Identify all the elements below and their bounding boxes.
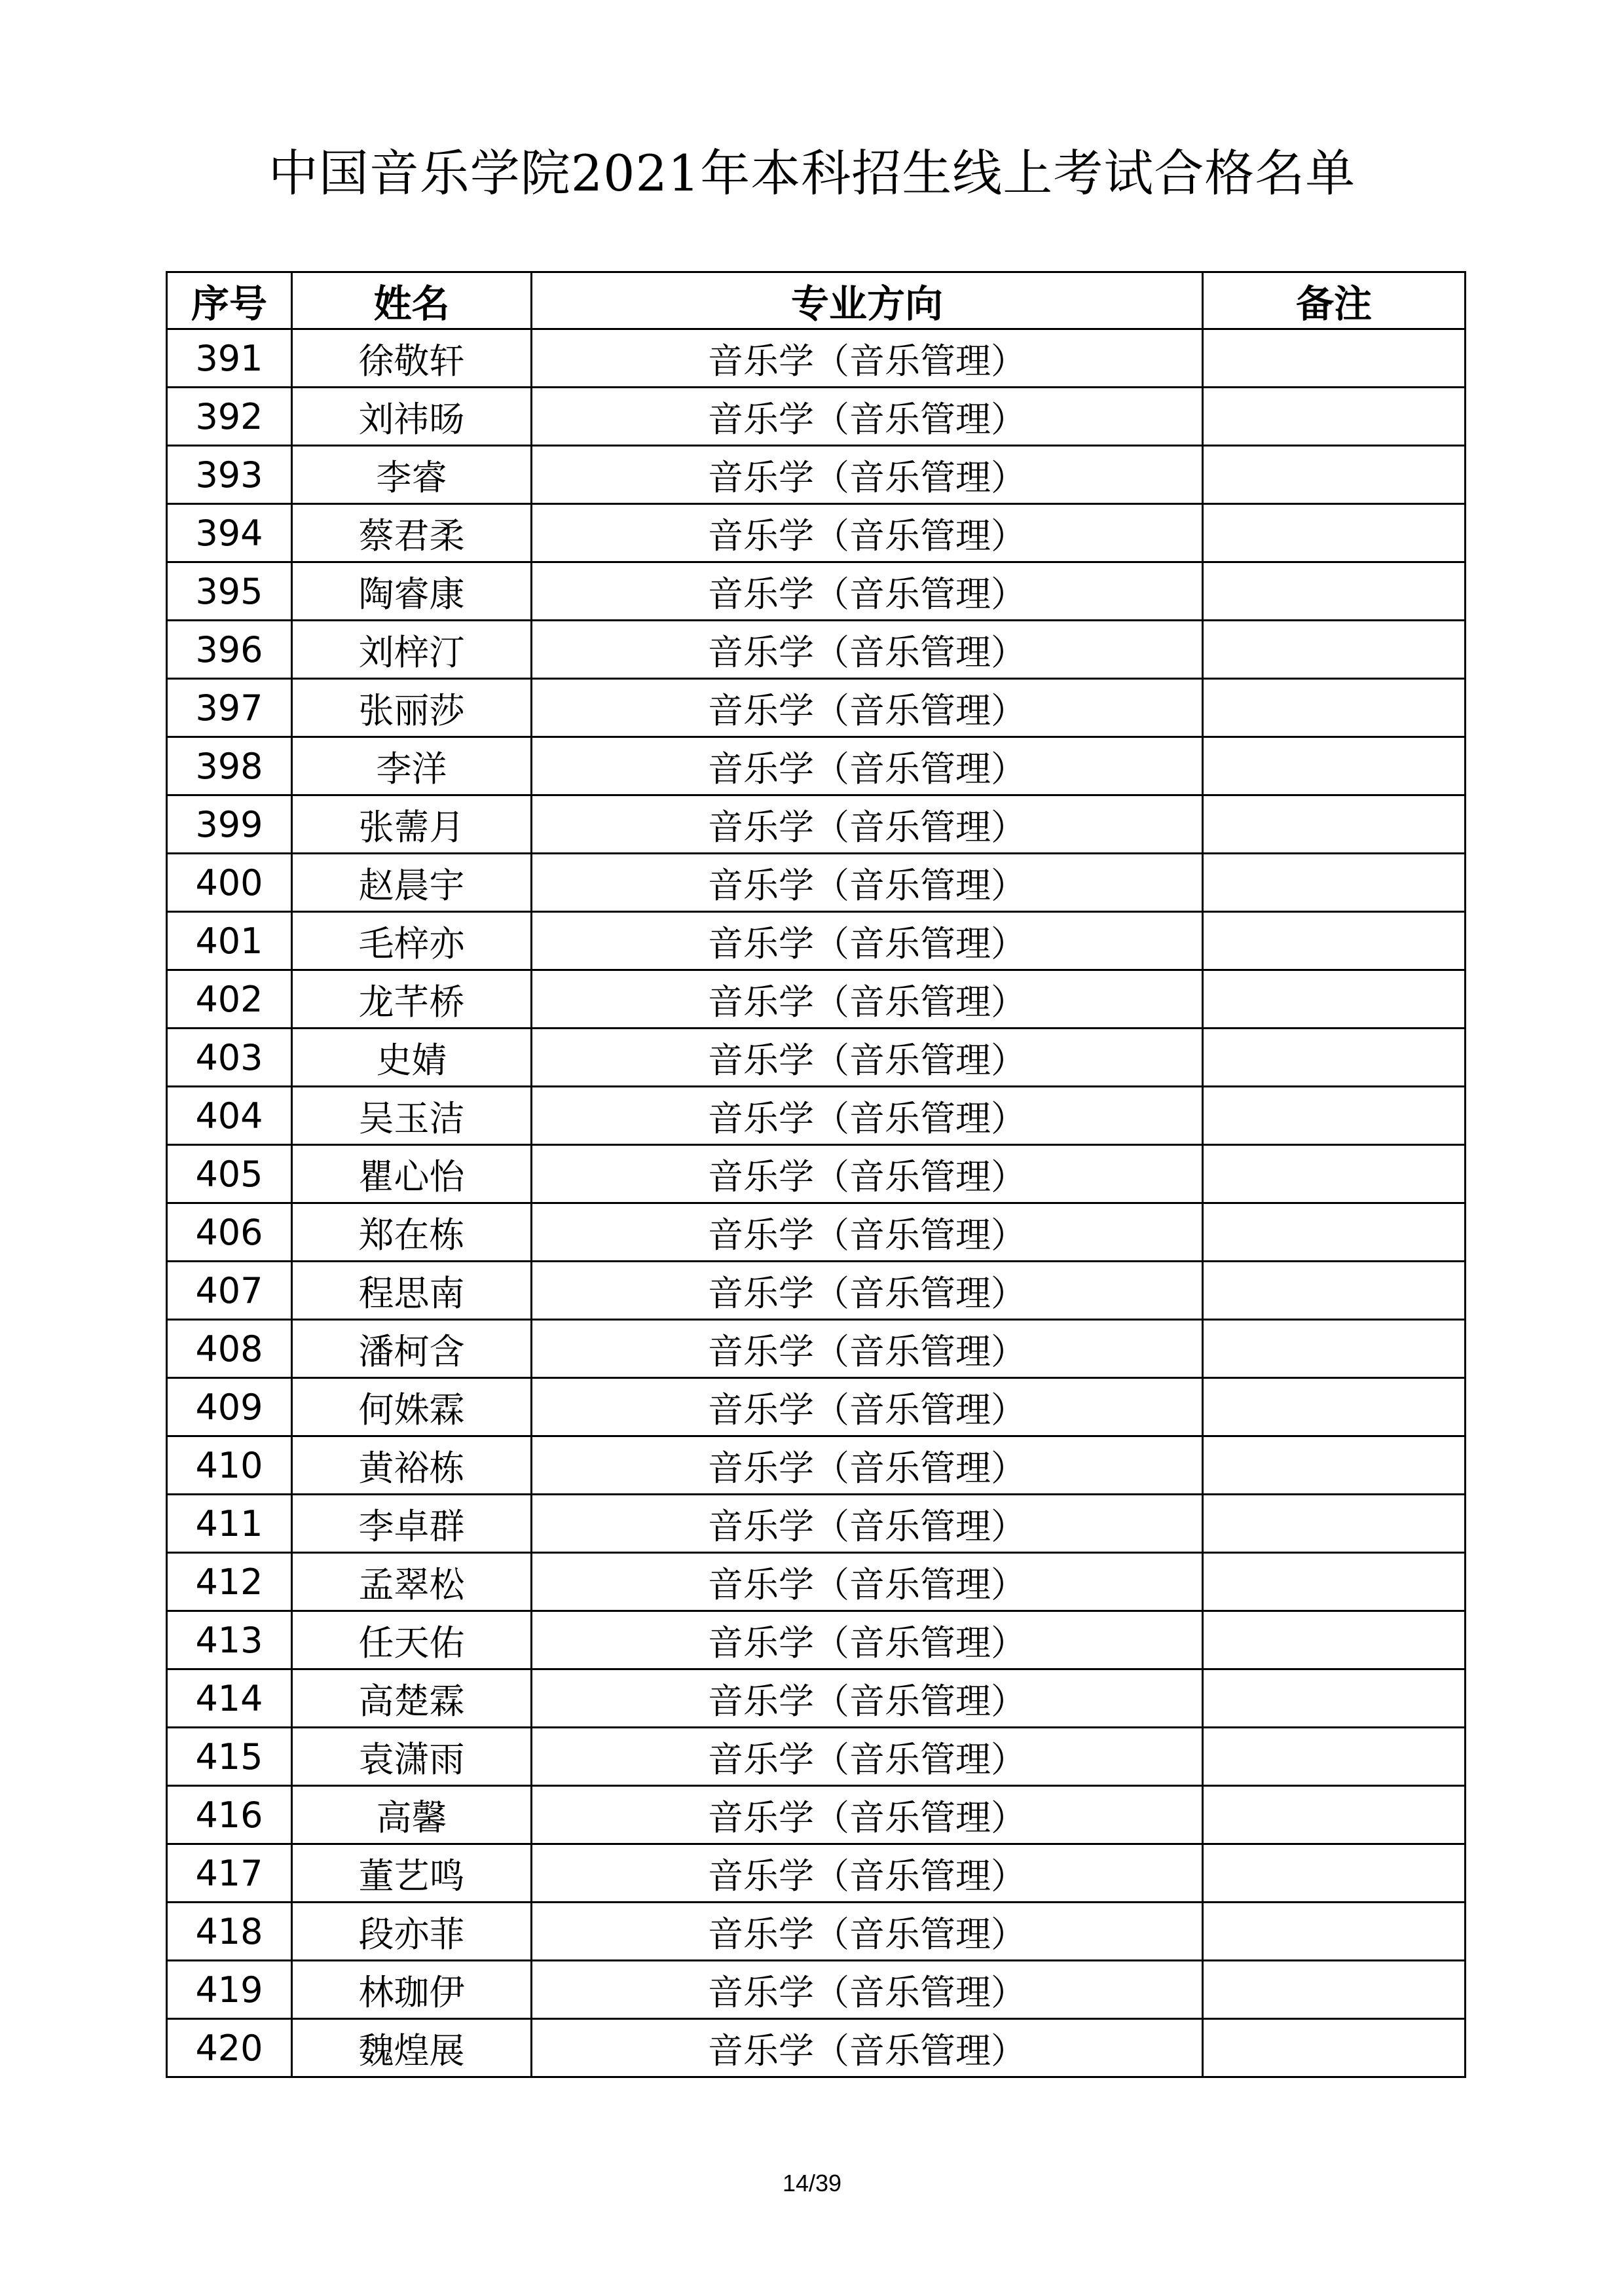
cell-remarks [1203,504,1466,562]
table-row [167,2019,1466,2077]
header-remarks: 备注 [1203,272,1466,329]
cell-name: 何姝霖 [292,1378,532,1436]
table-row [167,795,1466,854]
cell-name: 林珈伊 [292,1961,532,2019]
header-major: 专业方向 [532,272,1203,329]
cell-name: 张薷月 [292,795,532,854]
cell-name: 孟翠松 [292,1553,532,1611]
page-number: 14/39 [782,2170,842,2196]
table-row [167,1087,1466,1145]
cell-major: 音乐学（音乐管理） [532,2019,1203,2077]
cell-major: 音乐学（音乐管理） [532,562,1203,621]
cell-remarks [1203,1378,1466,1436]
cell-major: 音乐学（音乐管理） [532,1436,1203,1495]
cell-remarks [1203,1961,1466,2019]
cell-serial-number: 404 [167,1087,292,1145]
cell-remarks [1203,388,1466,446]
cell-major: 音乐学（音乐管理） [532,329,1203,388]
cell-major: 音乐学（音乐管理） [532,1786,1203,1844]
cell-major: 音乐学（音乐管理） [532,1903,1203,1961]
cell-major: 音乐学（音乐管理） [532,854,1203,912]
cell-serial-number: 407 [167,1262,292,1320]
cell-major: 音乐学（音乐管理） [532,504,1203,562]
cell-name: 吴玉洁 [292,1087,532,1145]
cell-serial-number: 396 [167,621,292,679]
table-row [167,1436,1466,1495]
cell-remarks [1203,1786,1466,1844]
cell-major: 音乐学（音乐管理） [532,1611,1203,1669]
cell-major: 音乐学（音乐管理） [532,1669,1203,1728]
cell-name: 陶睿康 [292,562,532,621]
cell-name: 郑在栋 [292,1203,532,1262]
document-title: 中国音乐学院2021年本科招生线上考试合格名单 [268,144,1356,202]
cell-remarks [1203,854,1466,912]
table-row [167,1728,1466,1786]
cell-remarks [1203,1611,1466,1669]
admission-list-table [166,271,1466,2078]
cell-name: 高馨 [292,1786,532,1844]
cell-remarks [1203,1203,1466,1262]
cell-serial-number: 405 [167,1145,292,1203]
cell-name: 段亦菲 [292,1903,532,1961]
cell-remarks [1203,679,1466,737]
cell-name: 李洋 [292,737,532,795]
cell-serial-number: 400 [167,854,292,912]
cell-major: 音乐学（音乐管理） [532,1378,1203,1436]
cell-name: 董艺鸣 [292,1844,532,1903]
cell-serial-number: 399 [167,795,292,854]
cell-serial-number: 402 [167,970,292,1029]
cell-remarks [1203,970,1466,1029]
cell-remarks [1203,1029,1466,1087]
cell-name: 李卓群 [292,1495,532,1553]
cell-serial-number: 420 [167,2019,292,2077]
cell-name: 袁潇雨 [292,1728,532,1786]
cell-serial-number: 410 [167,1436,292,1495]
table-header-row [167,272,1466,329]
cell-major: 音乐学（音乐管理） [532,446,1203,504]
cell-serial-number: 397 [167,679,292,737]
cell-remarks [1203,1903,1466,1961]
cell-serial-number: 391 [167,329,292,388]
cell-serial-number: 403 [167,1029,292,1087]
cell-name: 程思南 [292,1262,532,1320]
cell-serial-number: 413 [167,1611,292,1669]
cell-name: 张丽莎 [292,679,532,737]
table-row [167,854,1466,912]
table-row [167,1844,1466,1903]
cell-major: 音乐学（音乐管理） [532,1203,1203,1262]
cell-major: 音乐学（音乐管理） [532,1961,1203,2019]
cell-name: 毛梓亦 [292,912,532,970]
cell-major: 音乐学（音乐管理） [532,1029,1203,1087]
table-row [167,1262,1466,1320]
table-row [167,970,1466,1029]
cell-remarks [1203,795,1466,854]
cell-name: 任天佑 [292,1611,532,1669]
cell-name: 徐敬轩 [292,329,532,388]
cell-name: 高楚霖 [292,1669,532,1728]
cell-name: 潘柯含 [292,1320,532,1378]
header-serial-number: 序号 [167,272,292,329]
cell-remarks [1203,1844,1466,1903]
cell-name: 黄裕栋 [292,1436,532,1495]
cell-remarks [1203,1262,1466,1320]
cell-remarks [1203,1087,1466,1145]
table-row [167,912,1466,970]
cell-name: 蔡君柔 [292,504,532,562]
cell-name: 龙芊桥 [292,970,532,1029]
cell-serial-number: 408 [167,1320,292,1378]
cell-name: 赵晨宇 [292,854,532,912]
cell-remarks [1203,1436,1466,1495]
cell-major: 音乐学（音乐管理） [532,1087,1203,1145]
cell-serial-number: 412 [167,1553,292,1611]
table-row [167,562,1466,621]
cell-remarks [1203,1553,1466,1611]
header-name: 姓名 [292,272,532,329]
table-row [167,1553,1466,1611]
cell-remarks [1203,621,1466,679]
cell-major: 音乐学（音乐管理） [532,970,1203,1029]
cell-name: 魏煌展 [292,2019,532,2077]
cell-remarks [1203,912,1466,970]
table-row [167,1495,1466,1553]
cell-serial-number: 414 [167,1669,292,1728]
cell-remarks [1203,2019,1466,2077]
cell-major: 音乐学（音乐管理） [532,1320,1203,1378]
cell-major: 音乐学（音乐管理） [532,621,1203,679]
table-row [167,1145,1466,1203]
cell-major: 音乐学（音乐管理） [532,737,1203,795]
cell-serial-number: 395 [167,562,292,621]
cell-major: 音乐学（音乐管理） [532,1145,1203,1203]
cell-serial-number: 393 [167,446,292,504]
table-row [167,1611,1466,1669]
cell-serial-number: 409 [167,1378,292,1436]
table-row [167,1786,1466,1844]
cell-major: 音乐学（音乐管理） [532,1844,1203,1903]
cell-major: 音乐学（音乐管理） [532,1262,1203,1320]
table-row [167,737,1466,795]
cell-serial-number: 417 [167,1844,292,1903]
cell-name: 瞿心怡 [292,1145,532,1203]
cell-remarks [1203,446,1466,504]
cell-name: 刘祎旸 [292,388,532,446]
cell-serial-number: 398 [167,737,292,795]
cell-serial-number: 392 [167,388,292,446]
cell-serial-number: 416 [167,1786,292,1844]
table-body [167,329,1466,2077]
cell-major: 音乐学（音乐管理） [532,1495,1203,1553]
table-row [167,446,1466,504]
cell-remarks [1203,562,1466,621]
cell-remarks [1203,1320,1466,1378]
cell-remarks [1203,737,1466,795]
cell-remarks [1203,329,1466,388]
table-row [167,1903,1466,1961]
cell-remarks [1203,1728,1466,1786]
table-row [167,1961,1466,2019]
cell-major: 音乐学（音乐管理） [532,388,1203,446]
table-row [167,1203,1466,1262]
cell-name: 刘梓汀 [292,621,532,679]
table-row [167,1320,1466,1378]
cell-major: 音乐学（音乐管理） [532,679,1203,737]
table-row [167,1669,1466,1728]
cell-serial-number: 419 [167,1961,292,2019]
table-row [167,1378,1466,1436]
cell-major: 音乐学（音乐管理） [532,912,1203,970]
table-row [167,388,1466,446]
cell-major: 音乐学（音乐管理） [532,795,1203,854]
table-row [167,621,1466,679]
table-row [167,504,1466,562]
cell-serial-number: 411 [167,1495,292,1553]
cell-serial-number: 406 [167,1203,292,1262]
cell-serial-number: 394 [167,504,292,562]
cell-remarks [1203,1145,1466,1203]
cell-major: 音乐学（音乐管理） [532,1728,1203,1786]
cell-serial-number: 415 [167,1728,292,1786]
cell-major: 音乐学（音乐管理） [532,1553,1203,1611]
table-row [167,1029,1466,1087]
cell-remarks [1203,1669,1466,1728]
cell-serial-number: 401 [167,912,292,970]
table-row [167,329,1466,388]
table-row [167,679,1466,737]
cell-name: 史婧 [292,1029,532,1087]
cell-serial-number: 418 [167,1903,292,1961]
cell-name: 李睿 [292,446,532,504]
cell-remarks [1203,1495,1466,1553]
